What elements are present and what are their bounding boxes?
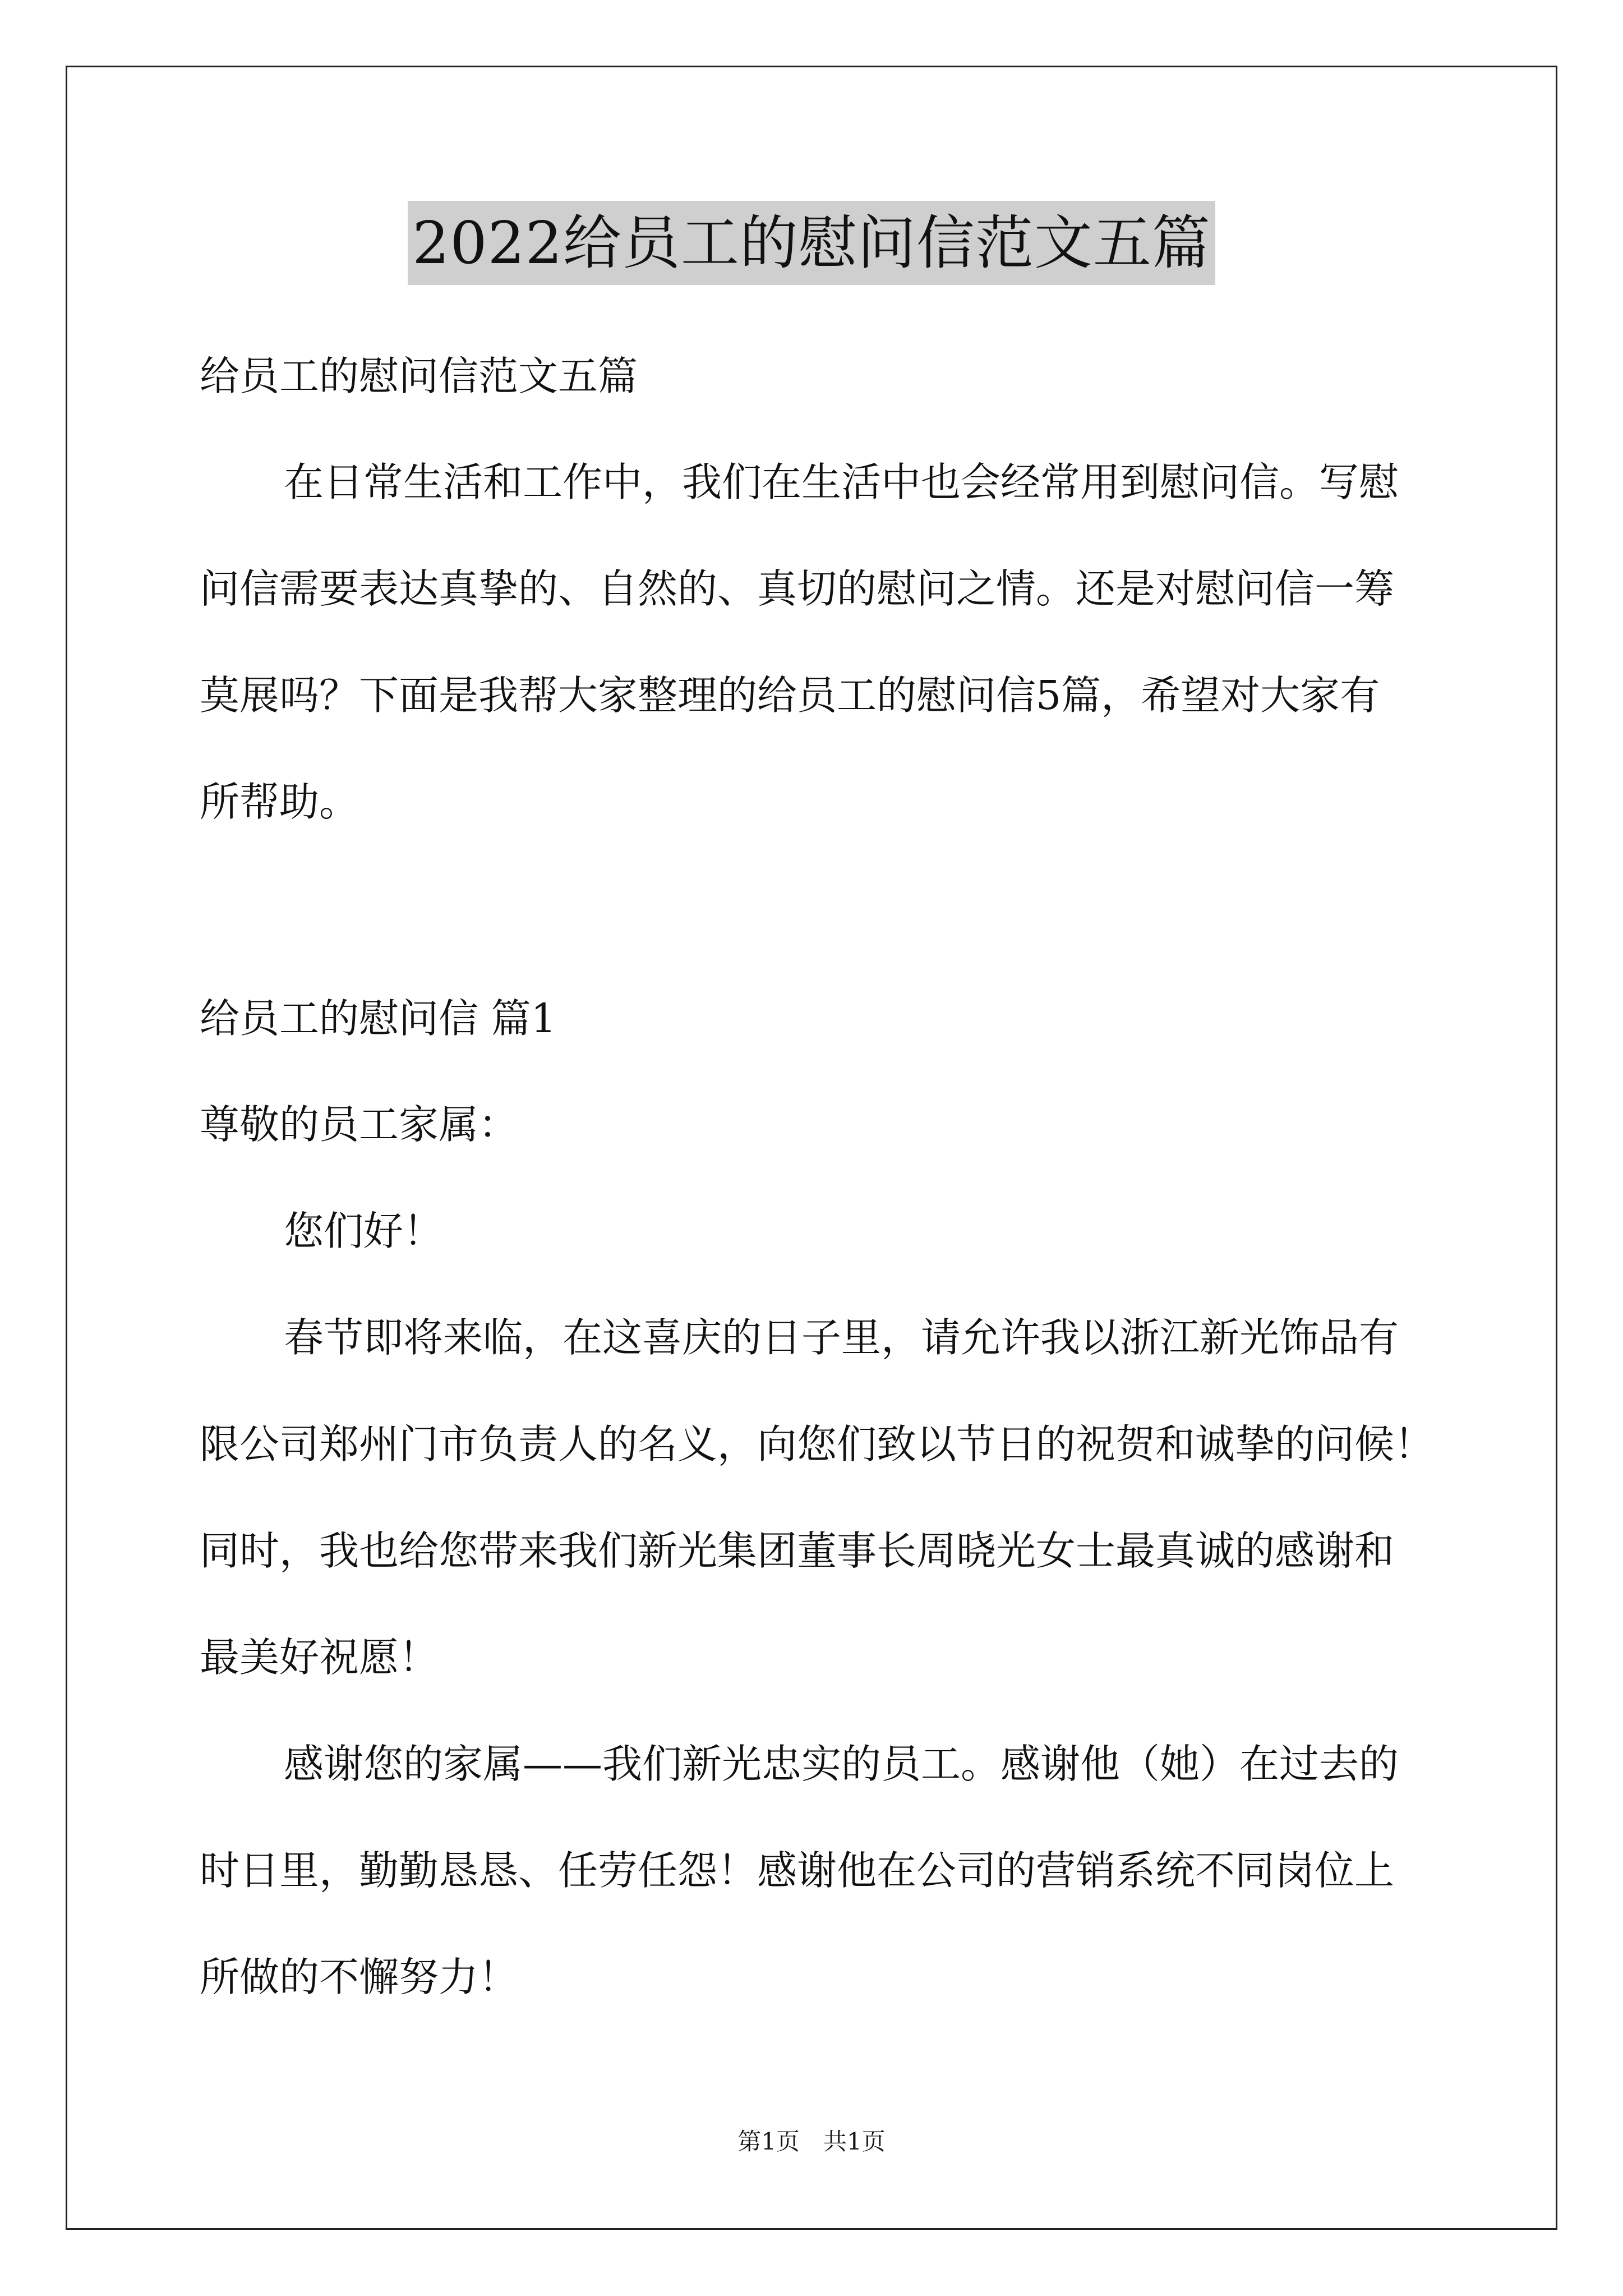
title-container xyxy=(0,201,1623,285)
paragraph-line: 时日里，勤勤恳恳、任劳任怨！感谢他在公司的营销系统不同岗位上 xyxy=(200,1847,1395,1894)
paragraph-line: 限公司郑州门市负责人的名义，向您们致以节日的祝贺和诚挚的问候！ xyxy=(200,1421,1435,1467)
paragraph-line: 所做的不懈努力！ xyxy=(200,1954,519,2000)
section-heading: 给员工的慰问信 篇1 xyxy=(200,995,556,1042)
page-footer: 第1页 共1页 xyxy=(737,2128,886,2155)
paragraph-line: 感谢您的家属——我们新光忠实的员工。感谢他（她）在过去的 xyxy=(284,1741,1399,1787)
document-title: 2022给员工的慰问信范文五篇 xyxy=(408,201,1215,285)
salutation: 尊敬的员工家属： xyxy=(200,1101,519,1148)
paragraph-line: 同时，我也给您带来我们新光集团董事长周晓光女士最真诚的感谢和 xyxy=(200,1527,1395,1574)
document-subtitle: 给员工的慰问信范文五篇 xyxy=(200,353,638,399)
intro-line: 莫展吗？下面是我帮大家整理的给员工的慰问信5篇，希望对大家有 xyxy=(200,672,1380,719)
intro-line: 在日常生活和工作中，我们在生活中也会经常用到慰问信。写慰 xyxy=(284,459,1399,505)
intro-line: 所帮助。 xyxy=(200,779,359,825)
paragraph-line: 最美好祝愿！ xyxy=(200,1634,439,1681)
greeting: 您们好！ xyxy=(284,1208,444,1254)
paragraph-line: 春节即将来临，在这喜庆的日子里，请允许我以浙江新光饰品有 xyxy=(284,1314,1399,1361)
intro-line: 问信需要表达真挚的、自然的、真切的慰问之情。还是对慰问信一筹 xyxy=(200,565,1395,612)
